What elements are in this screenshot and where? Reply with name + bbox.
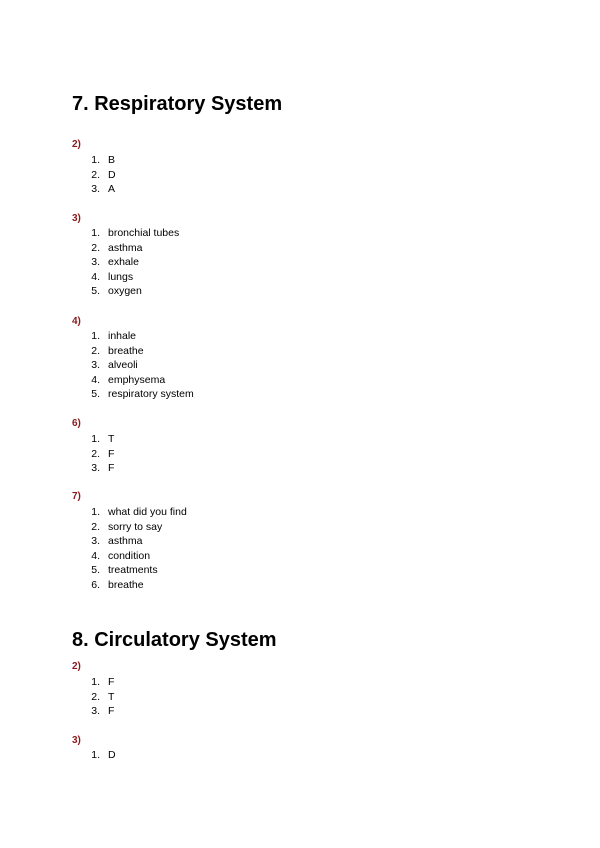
answer-item: 3. exhale (91, 256, 139, 269)
answer-item: 3. A (91, 183, 116, 196)
question-label: 3) (72, 213, 81, 224)
answer-item: 1. B (91, 154, 116, 166)
answer-list (86, 432, 115, 476)
answer-list (86, 748, 116, 763)
answer-item: 5. respiratory system (91, 388, 194, 401)
section-title-circulatory: 8. Circulatory System (72, 629, 277, 651)
answer-item: 6. breathe (91, 578, 144, 591)
answer-item: 2. T (91, 690, 115, 703)
answer-item: 5. treatments (91, 564, 158, 577)
answer-list (86, 675, 115, 719)
question-label: 2) (72, 139, 81, 150)
section-title-respiratory: 7. Respiratory System (72, 93, 283, 115)
answer-item: 4. lungs (91, 270, 134, 283)
answer-item: 1. D (91, 749, 116, 761)
answer-item: 5. oxygen (91, 285, 142, 298)
answer-item: 1. inhale (91, 330, 137, 342)
answer-item: 2. breathe (91, 344, 144, 357)
answer-item: 3. alveoli (91, 359, 138, 372)
answer-list (86, 153, 116, 197)
answer-list (86, 226, 180, 299)
question-label: 2) (72, 661, 81, 672)
question-label: 7) (72, 491, 81, 502)
answer-list (86, 505, 187, 593)
answer-item: 1. what did you find (91, 506, 187, 518)
answer-item: 1. T (91, 433, 115, 445)
question-label: 4) (72, 316, 81, 327)
answer-list (86, 329, 194, 402)
answer-item: 3. asthma (91, 535, 143, 548)
question-label: 3) (72, 735, 81, 746)
answer-item: 1. F (91, 676, 115, 688)
question-label: 6) (72, 418, 81, 429)
answer-item: 2. asthma (91, 241, 143, 254)
answer-item: 2. F (91, 447, 115, 460)
answer-item: 1. bronchial tubes (91, 227, 180, 239)
answer-item: 4. emphysema (91, 373, 166, 386)
answer-item: 4. condition (91, 549, 151, 562)
answer-item: 2. sorry to say (91, 520, 163, 533)
answer-item: 3. F (91, 462, 115, 475)
answer-item: 3. F (91, 705, 115, 718)
answer-item: 2. D (91, 168, 116, 181)
